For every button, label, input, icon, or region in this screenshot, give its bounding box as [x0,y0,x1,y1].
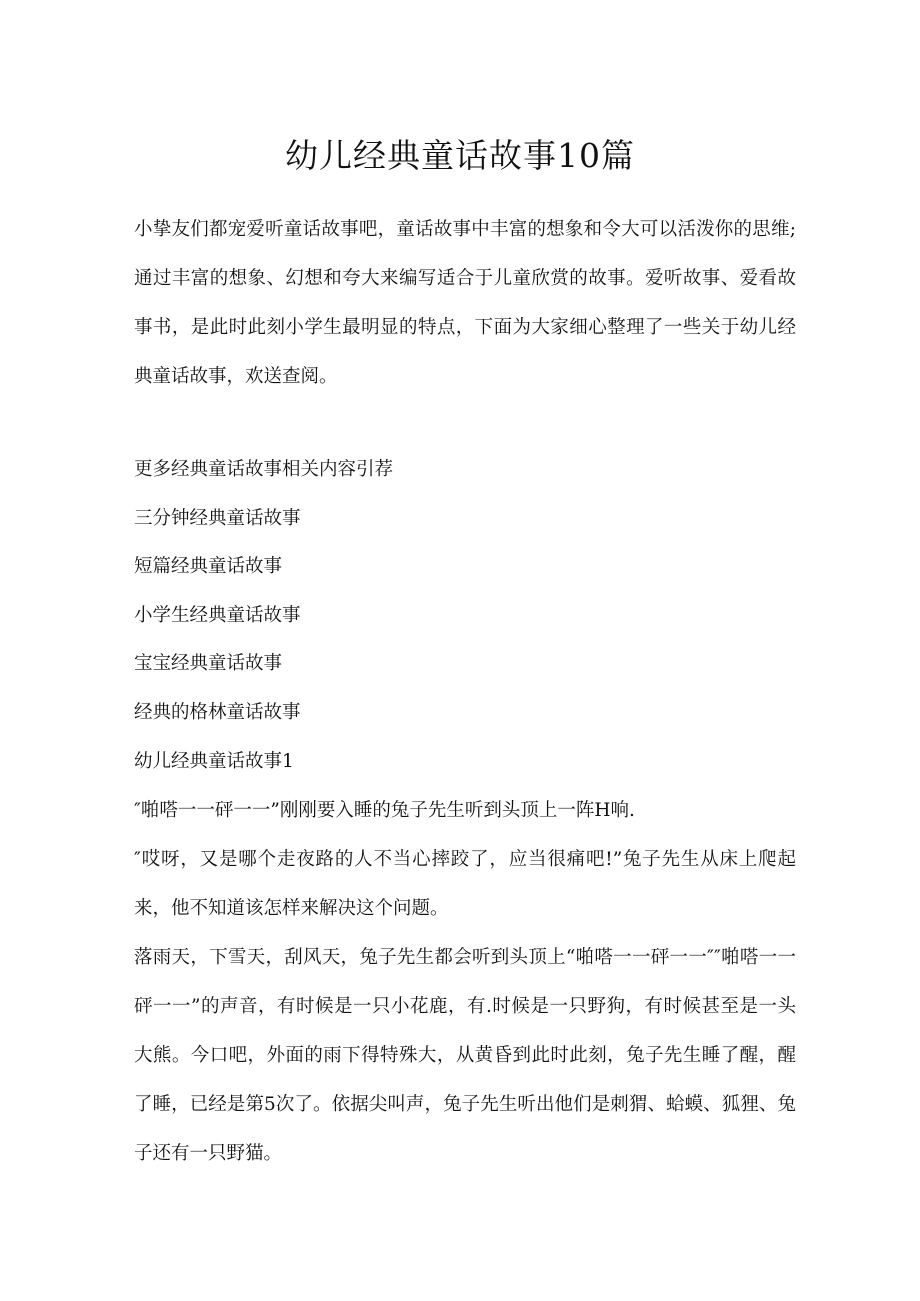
intro-paragraph: 小挚友们都宠爱听童话故事吧，童话故事中丰富的想象和令大可以活泼你的思维;通过丰富的想象、幻想和夸大来编写适合于儿童欣赏的故事。爱听故事、爱看故事书，是此时此刻小学生最明显的特点，下面为大家细心整理了一些关于幼儿经典童话故事，欢送查阅。 [134,219,796,387]
list-item: 经典的格林童话故事 [134,701,301,723]
story-paragraph: ″啪嗒一一砰一一”刚刚要入睡的兔子先生听到头顶上一阵H响. [134,800,635,821]
story-paragraph: 落雨天，下雪天，刮风天，兔子先生都会听到头顶上“啪嗒一一砰一一″″啪嗒一一砰一一”的声音，有时候是一只小花鹿，有.时候是一只野狗，有时候甚至是一头大熊。今口吧，外面的雨下得特殊大，从黄昏到此时此刻，兔子先生睡了醒，醒了睡，已经是第5次了。依据尖叫声，兔子先生听出他们是刺猬、蛤蟆、狐狸、兔子还有一只野猫。 [134,947,796,1164]
list-item: 更多经典童话故事相关内容引荐 [134,459,394,480]
list-item: 小学生经典童话故事 [134,604,301,626]
list-item: 三分钟经典童话故事 [134,507,301,529]
related-links-list [134,446,796,786]
story-body [134,786,796,1178]
section-heading: 幼儿经典童话故事1 [134,750,294,772]
document-title: 幼儿经典童话故事10篇 [285,136,635,175]
list-item: 短篇经典童话故事 [134,556,283,578]
story-paragraph: ″哎呀，又是哪个走夜路的人不当心摔跤了，应当很痛吧!”兔子先生从床上爬起来，他不知道该怎样来解决这个问题。 [134,849,796,919]
list-item: 宝宝经典童话故事 [134,653,283,675]
